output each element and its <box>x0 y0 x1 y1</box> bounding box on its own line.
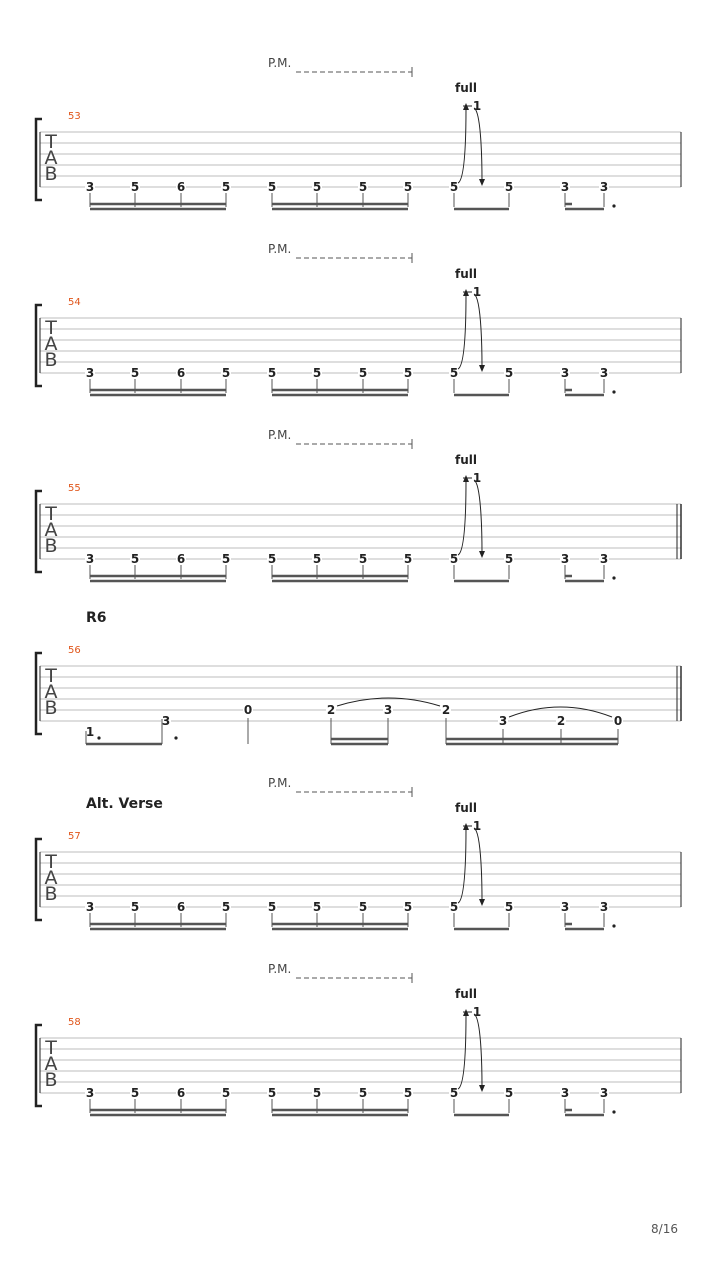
tab-clef-letter: T <box>45 851 57 873</box>
release-curve <box>474 480 482 553</box>
tab-note: 5 <box>267 180 277 194</box>
tab-note: 5 <box>221 180 231 194</box>
release-curve <box>474 1014 482 1087</box>
tab-note: 5 <box>130 1086 140 1100</box>
tab-note: 5 <box>449 552 459 566</box>
tab-note: 5 <box>504 180 514 194</box>
bar-number: 54 <box>68 297 81 308</box>
bar-number: 55 <box>68 483 81 494</box>
bar-number: 56 <box>68 645 81 656</box>
system-bracket <box>36 1025 42 1106</box>
tab-note: 5 <box>358 1086 368 1100</box>
tab-clef-letter: B <box>44 883 58 905</box>
tab-note: 3 <box>599 1086 609 1100</box>
tab-note: 5 <box>504 552 514 566</box>
tab-note: 3 <box>560 1086 570 1100</box>
tab-clef-letter: A <box>44 681 58 703</box>
palm-mute-label: P.M. <box>268 428 292 442</box>
tab-note: 6 <box>176 1086 186 1100</box>
tab-clef-letter: B <box>44 1069 58 1091</box>
bend-release-value: 1 <box>472 471 482 485</box>
tab-note: 3 <box>498 714 508 728</box>
tab-note: 5 <box>130 552 140 566</box>
system-bracket <box>36 653 42 734</box>
tab-system-58 <box>36 962 681 1115</box>
tab-note: 3 <box>599 366 609 380</box>
release-arrowhead <box>479 899 485 906</box>
bend-label: full <box>455 81 477 95</box>
section-label: Alt. Verse <box>86 796 163 812</box>
tab-note: 5 <box>358 366 368 380</box>
bend-curve <box>458 480 466 555</box>
release-arrowhead <box>479 365 485 372</box>
tab-note: 5 <box>358 552 368 566</box>
tab-clef-letter: B <box>44 163 58 185</box>
tab-note: 0 <box>613 714 623 728</box>
tab-note: 3 <box>85 900 95 914</box>
section-label: R6 <box>86 610 107 626</box>
tab-note: 6 <box>176 366 186 380</box>
bend-label: full <box>455 801 477 815</box>
page-number: 8/16 <box>651 1222 678 1236</box>
release-curve <box>474 108 482 181</box>
bar-number: 58 <box>68 1017 81 1028</box>
tab-note: 5 <box>449 900 459 914</box>
bend-curve <box>458 294 466 369</box>
tab-note: 5 <box>312 1086 322 1100</box>
release-arrowhead <box>479 179 485 186</box>
tab-note: 6 <box>176 900 186 914</box>
dot <box>612 1110 615 1113</box>
system-bracket <box>36 305 42 386</box>
tab-clef-letter: A <box>44 1053 58 1075</box>
tab-note: 3 <box>560 180 570 194</box>
system-bracket <box>36 839 42 920</box>
tab-note: 5 <box>312 180 322 194</box>
tab-note: 5 <box>312 900 322 914</box>
dot <box>174 736 177 739</box>
bend-release-value: 1 <box>472 1005 482 1019</box>
tab-note: 5 <box>221 552 231 566</box>
bend-label: full <box>455 987 477 1001</box>
tab-note: 5 <box>403 552 413 566</box>
release-arrowhead <box>479 1085 485 1092</box>
system-bracket <box>36 119 42 200</box>
tab-note: 5 <box>221 366 231 380</box>
tab-note: 5 <box>449 366 459 380</box>
tab-note: 3 <box>599 552 609 566</box>
tab-clef-letter: T <box>45 131 57 153</box>
tab-note: 5 <box>403 180 413 194</box>
tab-note: 6 <box>176 180 186 194</box>
tab-note: 5 <box>403 900 413 914</box>
bend-label: full <box>455 453 477 467</box>
tab-note: 5 <box>449 180 459 194</box>
tab-note: 5 <box>221 900 231 914</box>
tab-note: 5 <box>130 900 140 914</box>
system-bracket <box>36 491 42 572</box>
tab-clef-letter: A <box>44 147 58 169</box>
tab-system-55 <box>36 428 681 581</box>
tab-clef-letter: T <box>45 665 57 687</box>
tab-clef-letter: B <box>44 535 58 557</box>
release-curve <box>474 294 482 367</box>
release-curve <box>474 828 482 901</box>
tab-note: 3 <box>85 552 95 566</box>
tab-note: 5 <box>358 180 368 194</box>
tab-note: 5 <box>221 1086 231 1100</box>
tab-note: 3 <box>560 900 570 914</box>
palm-mute-label: P.M. <box>268 242 292 256</box>
tab-note: 3 <box>85 1086 95 1100</box>
tab-note: 5 <box>504 900 514 914</box>
bend-label: full <box>455 267 477 281</box>
palm-mute-label: P.M. <box>268 56 292 70</box>
tab-note: 5 <box>267 366 277 380</box>
palm-mute-label: P.M. <box>268 776 292 790</box>
tab-clef-letter: B <box>44 349 58 371</box>
tab-note: 5 <box>312 552 322 566</box>
bend-curve <box>458 828 466 903</box>
bend-curve <box>458 108 466 183</box>
tab-note: 1 <box>85 725 95 739</box>
tab-note: 3 <box>161 714 171 728</box>
bar-number: 53 <box>68 111 81 122</box>
tab-clef-letter: T <box>45 503 57 525</box>
tab-note: 5 <box>267 1086 277 1100</box>
bar-number: 57 <box>68 831 81 842</box>
tab-note: 3 <box>560 552 570 566</box>
tab-note: 5 <box>130 180 140 194</box>
tab-note: 5 <box>449 1086 459 1100</box>
release-arrowhead <box>479 551 485 558</box>
dot <box>612 390 615 393</box>
tab-note: 6 <box>176 552 186 566</box>
tab-clef-letter: T <box>45 1037 57 1059</box>
bend-release-value: 1 <box>472 99 482 113</box>
tab-system-57 <box>36 776 681 929</box>
bend-release-value: 1 <box>472 285 482 299</box>
dot <box>612 204 615 207</box>
tab-note: 5 <box>403 1086 413 1100</box>
tab-clef-letter: T <box>45 317 57 339</box>
tab-note: 5 <box>358 900 368 914</box>
tab-note: 5 <box>130 366 140 380</box>
tab-note: 5 <box>403 366 413 380</box>
tab-note: 5 <box>312 366 322 380</box>
tab-note: 3 <box>599 900 609 914</box>
tab-clef-letter: A <box>44 867 58 889</box>
tab-note: 3 <box>383 703 393 717</box>
tab-clef-letter: A <box>44 519 58 541</box>
tab-note: 2 <box>556 714 566 728</box>
dot <box>612 924 615 927</box>
dot <box>97 736 100 739</box>
palm-mute-label: P.M. <box>268 962 292 976</box>
tab-clef-letter: A <box>44 333 58 355</box>
bend-curve <box>458 1014 466 1089</box>
tab-system-56 <box>36 610 681 744</box>
bend-release-value: 1 <box>472 819 482 833</box>
tab-note: 5 <box>504 366 514 380</box>
tab-clef-letter: B <box>44 697 58 719</box>
tab-note: 2 <box>441 703 451 717</box>
tab-note: 5 <box>267 900 277 914</box>
tab-note: 3 <box>85 366 95 380</box>
tab-system-54 <box>36 242 681 395</box>
tab-note: 2 <box>326 703 336 717</box>
dot <box>612 576 615 579</box>
tab-note: 5 <box>267 552 277 566</box>
tab-note: 3 <box>560 366 570 380</box>
tab-note: 0 <box>243 703 253 717</box>
tab-system-53 <box>36 56 681 209</box>
tab-note: 5 <box>504 1086 514 1100</box>
tab-note: 3 <box>85 180 95 194</box>
tab-note: 3 <box>599 180 609 194</box>
